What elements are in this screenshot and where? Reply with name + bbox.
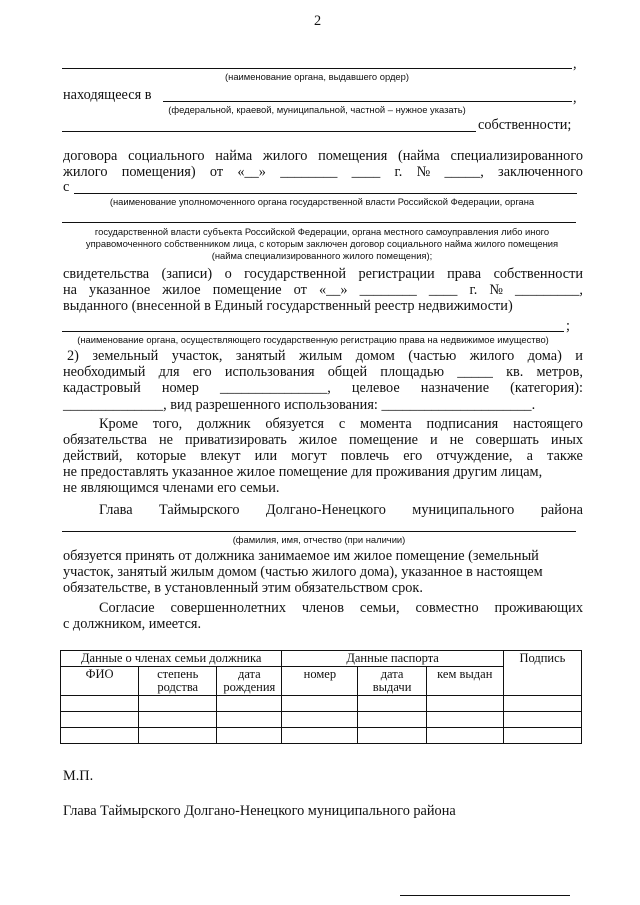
ownership-label: собственности; [478, 117, 572, 133]
footer-head-title: Глава Таймырского Долгано-Ненецкого муниципального района [63, 803, 456, 819]
located-in-label: находящееся в [63, 87, 152, 103]
caption-authority-1: (наименование уполномоченного органа государственной власти Российской Федерации, органа [109, 196, 535, 207]
certificate-line-1: свидетельства (записи) о государственной регистрации права собственности [63, 266, 583, 282]
page-number: 2 [314, 13, 322, 29]
obligation-line-1: Кроме того, должник обязуется с момента подписания настоящего [99, 416, 583, 432]
caption-authority-3: управомоченного собственником лица, с которым заключен договор социального найма жилого помещения [85, 238, 559, 249]
caption-authority-4: (найма специализированного жилого помещения); [211, 250, 433, 261]
accept-line-3: обязательстве, в установленный этим обязательством срок. [63, 580, 423, 596]
table-header-row-1 [61, 651, 582, 667]
caption-ownership-type: (федеральной, краевой, муниципальной, частной – нужное указать) [168, 104, 466, 115]
header-relation: степень родства [139, 667, 217, 696]
table-row [61, 728, 582, 744]
header-birth-date: дата рождения [217, 667, 282, 696]
table-row [61, 696, 582, 712]
land-line-3: кадастровый номер _______________, целевое назначение (категория): [63, 380, 583, 396]
comma: , [573, 56, 577, 72]
signature-line [400, 895, 570, 896]
contract-line-1: договора социального найма жилого помещения (найма специализированного [63, 148, 583, 164]
land-line-1: 2) земельный участок, занятый жилым домом (частью жилого дома) и [67, 348, 583, 364]
certificate-line-2: на указанное жилое помещение от «__» ________ ____ г. № _________, [63, 282, 583, 298]
header-passport-number: номер [282, 667, 358, 696]
land-line-2: необходимый для его использования общей площадью _____ кв. метров, [63, 364, 583, 380]
location-line [163, 101, 572, 102]
header-full-name: ФИО [61, 667, 139, 696]
header-issued-by: кем выдан [426, 667, 503, 696]
family-members-table [60, 650, 582, 744]
caption-authority-2: государственной власти субъекта Российской Федерации, органа местного самоуправления либо иного [94, 226, 550, 237]
caption-organ-order: (наименование органа, выдавшего ордер) [225, 71, 409, 82]
header-passport-group: Данные паспорта [282, 651, 503, 667]
consent-line-2: с должником, имеется. [63, 616, 202, 632]
header-issue-date: дата выдачи [358, 667, 426, 696]
accept-line-1: обязуется принять от должника занимаемое им жилое помещение (земельный [63, 548, 539, 564]
caption-registrar: (наименование органа, осуществляющего государственную регистрацию права на недвижимое имущество) [77, 334, 549, 345]
certificate-line-3: выданного (внесенной в Единый государственный реестр недвижимости) [63, 298, 513, 314]
land-line-4: ______________, вид разрешенного использования: _____________________. [63, 397, 536, 413]
semicolon: ; [566, 318, 570, 334]
head-title-line: Глава Таймырского Долгано-Ненецкого муниципального района [99, 502, 583, 518]
table-row [61, 712, 582, 728]
seal-place: М.П. [63, 768, 94, 784]
head-name-line [62, 531, 576, 532]
obligation-line-3: действий, которые влекут или могут повлечь его отчуждение, а также [63, 448, 583, 464]
header-family-group: Данные о членах семьи должника [61, 651, 282, 667]
obligation-line-5: не являющимся членами его семьи. [63, 480, 280, 496]
contract-line-2: жилого помещения) от «__» ________ ____ г. № _____, заключенного [63, 164, 583, 180]
with-label: с [63, 179, 70, 195]
obligation-line-2: обязательства не приватизировать жилое помещение и не совершать иных [63, 432, 583, 448]
authority-line [74, 193, 577, 194]
organ-line [62, 68, 572, 69]
accept-line-2: участок, занятый жилым домом (частью жилого дома), указанное в настоящем [63, 564, 543, 580]
authority-line-2 [62, 222, 576, 223]
caption-full-name: (фамилия, имя, отчество (при наличии) [232, 534, 406, 545]
ownership-line [62, 131, 476, 132]
consent-line-1: Согласие совершеннолетних членов семьи, совместно проживающих [99, 600, 583, 616]
comma: , [573, 90, 577, 106]
obligation-line-4: не предоставлять указанное жилое помещение для проживания другим лицам, [63, 464, 543, 480]
registrar-line [62, 331, 564, 332]
header-signature: Подпись [503, 651, 581, 696]
